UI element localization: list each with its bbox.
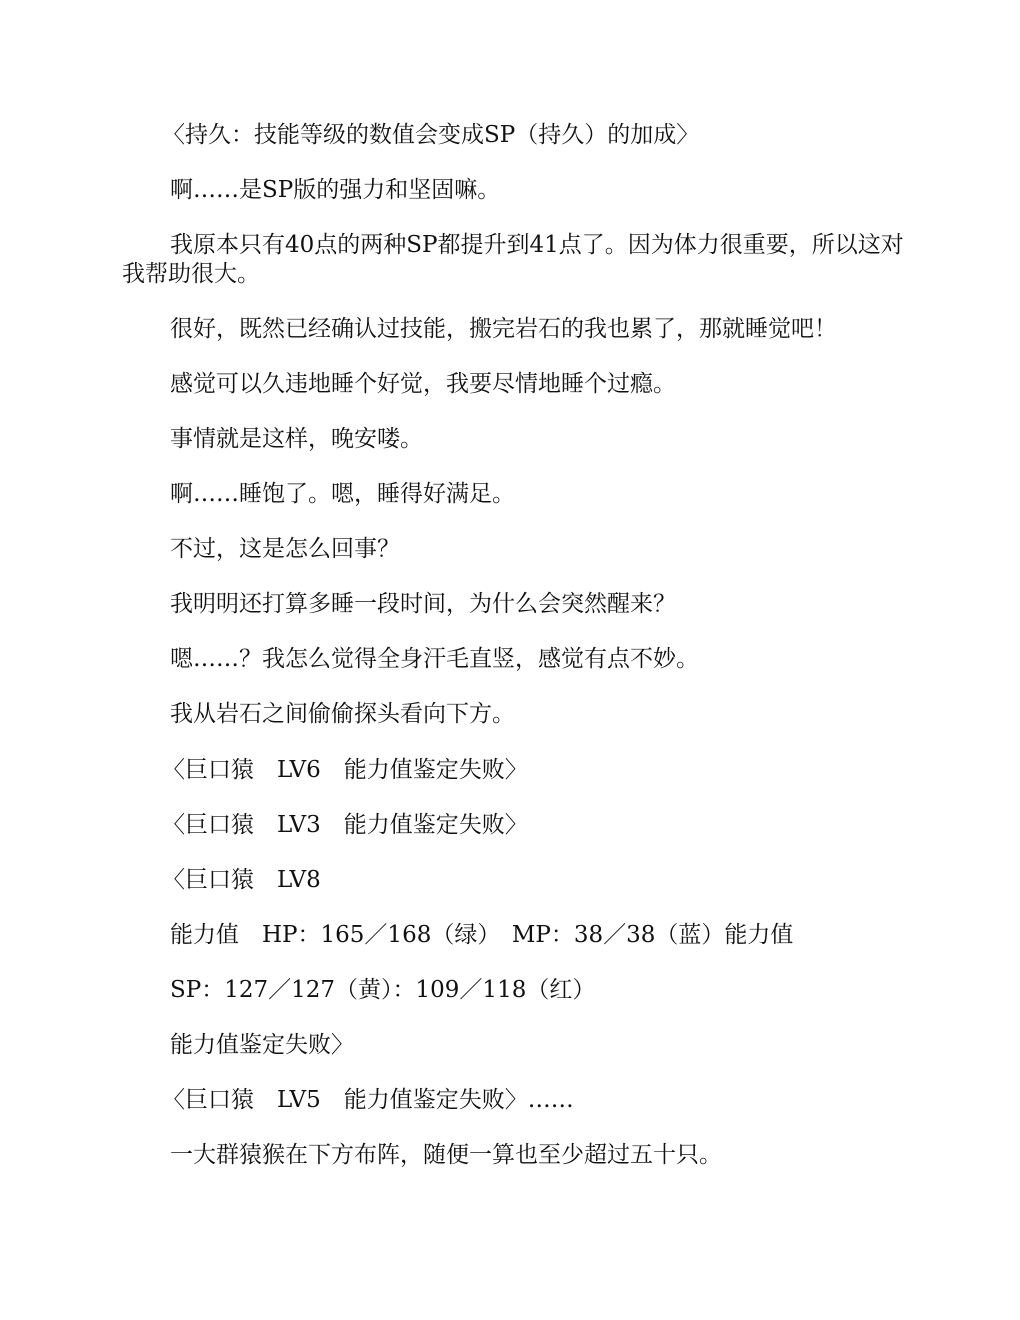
paragraph-1: 〈持久：技能等级的数值会变成SP（持久）的加成〉: [162, 122, 700, 148]
paragraph-2: 啊……是SP版的强力和坚固嘛。: [170, 177, 501, 203]
paragraph-12: 一大群猿猴在下方布阵，随便一算也至少超过五十只。: [170, 1142, 722, 1168]
status-line-6: 能力值鉴定失败〉: [170, 1032, 354, 1058]
status-line-1: 〈巨口猿 LV6 能力值鉴定失败〉: [162, 757, 528, 783]
paragraph-3: 我原本只有40点的两种SP都提升到41点了。因为体力很重要，所以这对我帮助很大。: [122, 232, 904, 287]
status-line-7: 〈巨口猿 LV5 能力值鉴定失败〉……: [162, 1087, 574, 1113]
paragraph-6: 事情就是这样，晚安喽。: [170, 426, 423, 452]
paragraph-4: 很好，既然已经确认过技能，搬完岩石的我也累了，那就睡觉吧！: [170, 316, 837, 342]
paragraph-10: 嗯……？我怎么觉得全身汗毛直竖，感觉有点不妙。: [170, 646, 699, 672]
paragraph-8: 不过，这是怎么回事？: [170, 536, 400, 562]
status-line-2: 〈巨口猿 LV3 能力值鉴定失败〉: [162, 812, 528, 838]
paragraph-5: 感觉可以久违地睡个好觉，我要尽情地睡个过瘾。: [170, 371, 676, 397]
status-line-4: 能力值 HP：165／168（绿） MP：38／38（蓝）能力值: [170, 922, 794, 948]
status-line-3: 〈巨口猿 LV8: [162, 867, 321, 893]
paragraph-9: 我明明还打算多睡一段时间，为什么会突然醒来？: [170, 591, 676, 617]
paragraph-11: 我从岩石之间偷偷探头看向下方。: [170, 701, 515, 727]
paragraph-7: 啊……睡饱了。嗯，睡得好满足。: [170, 481, 515, 507]
status-line-5: SP：127／127（黄）：109／118（红）: [170, 977, 596, 1003]
